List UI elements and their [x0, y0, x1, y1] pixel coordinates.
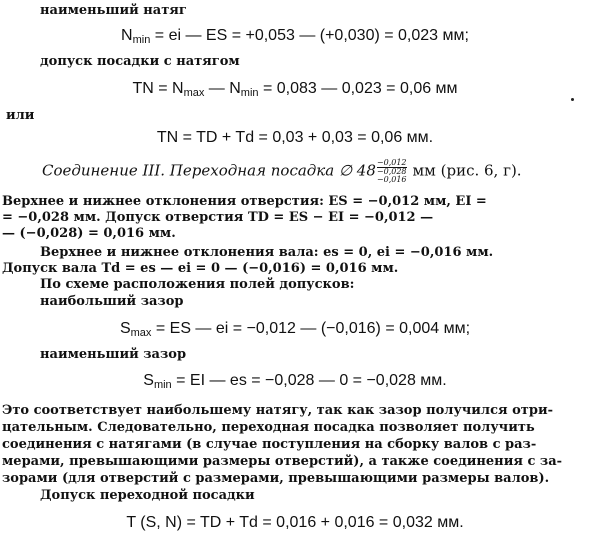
- tolerance-mid: −0,028: [376, 167, 407, 176]
- tolerance-bottom: −0,016: [376, 175, 407, 184]
- tolerance-fraction: [377, 159, 407, 184]
- formula-s-min: $S_{min}$ = EI — es = −0,028 — 0 = −0,028 мм.: [143, 372, 447, 391]
- text-line-hole-tolerance: = −0,028 мм. Допуск отверстия TD = ES − EI = −0,012 —: [2, 210, 434, 225]
- text-line-interference-fit-tolerance-label: допуск посадки с натягом: [40, 54, 240, 69]
- section-heading-suffix: мм (рис. 6, г).: [412, 161, 522, 180]
- text-line-scheme: По схеме расположения полей допусков:: [40, 277, 355, 292]
- text-line-min-clearance-label: наименьший зазор: [40, 347, 187, 362]
- formula-t-s-n: T (S, N) = TD + Td = 0,016 + 0,016 = 0,032 мм.: [126, 514, 464, 531]
- text-line-hole-deviations: Верхнее и нижнее отклонения отверстия: ES = −0,012 мм, EI =: [2, 194, 487, 209]
- paragraph-line-1: Это соответствует наибольшему натягу, так как зазор получился отри-: [2, 403, 553, 418]
- paragraph-line-5: зорами (для отверстий с размерами, превышающими размеры валов).: [2, 471, 550, 486]
- formula-n-min: $N_{min}$ = ei — ES = +0,053 — (+0,030) = 0,023 мм;: [121, 27, 469, 46]
- formula-s-max: $S_{max}$ = ES — ei = −0,012 — (−0,016) = 0,004 мм;: [119, 320, 471, 339]
- paragraph-line-2: цательным. Следовательно, переходная посадка позволяет получить: [2, 420, 535, 435]
- paragraph-line-3: соединения с натягами (в случае поступления на сборку валов с раз-: [2, 437, 537, 452]
- formula-tn-alt: TN = TD + Td = 0,03 + 0,03 = 0,06 мм.: [156, 129, 434, 146]
- text-line-or: или: [6, 108, 35, 123]
- text-line-shaft-deviations: Верхнее и нижнее отклонения вала: es = 0, ei = −0,016 мм.: [40, 245, 494, 260]
- text-line-shaft-tolerance: Допуск вала Td = es — ei = 0 — (−0,016) = 0,016 мм.: [2, 261, 399, 276]
- tolerance-top: −0,012: [376, 158, 407, 167]
- text-line-max-clearance-label: наибольший зазор: [40, 294, 184, 309]
- text-line-min-interference-label: наименьший натяг: [40, 3, 187, 18]
- paragraph-line-4: мерами, превышающими размеры отверстий), а также соединения с за-: [2, 454, 563, 469]
- formula-tn: TN = $N_{max}$ — $N_{min} = 0,083$ — 0,023 = 0,06 мм: [132, 80, 458, 99]
- text-line-hole-tolerance-result: — (−0,028) = 0,016 мм.: [2, 226, 176, 241]
- section-heading-connection-iii: [42, 159, 590, 184]
- section-heading-text: Соединение III. Переходная посадка ∅ 48: [42, 161, 376, 180]
- page-speck: [571, 98, 574, 101]
- text-line-transition-fit-tolerance-label: Допуск переходной посадки: [40, 488, 255, 503]
